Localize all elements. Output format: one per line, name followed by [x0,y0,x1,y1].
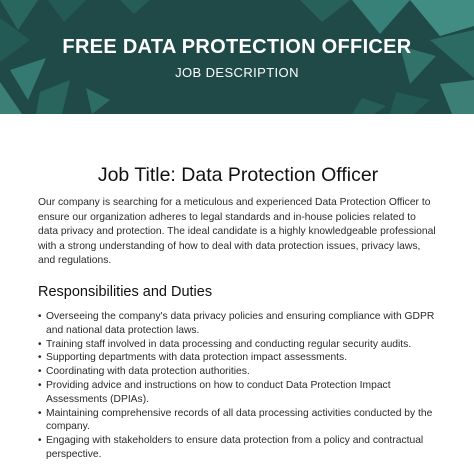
duty-text: Supporting departments with data protection impact assessments. [46,352,348,364]
bullet-icon: • [38,407,42,419]
pattern-shape [352,0,410,34]
banner-title: FREE DATA PROTECTION OFFICER [62,36,412,58]
pattern-shape [440,80,474,114]
pattern-shape [48,0,86,22]
responsibilities-heading: Responsibilities and Duties [38,283,213,300]
list-item [38,407,438,435]
duties-list [38,310,438,462]
bullet-icon: • [38,338,42,350]
pattern-shape [0,82,22,114]
duty-text: Training staff involved in data processing and conducting regular security audits. [46,338,412,350]
bullet-icon: • [38,435,42,447]
bullet-icon: • [38,379,42,391]
list-item [38,338,438,352]
bullet-icon: • [38,310,42,322]
duty-text: Providing advice and instructions on how to conduct Data Protection Impact Assessments (DPIAs). [46,379,391,405]
duty-text: Maintaining comprehensive records of all data processing activities conducted by the company. [46,407,433,433]
pattern-shape [86,88,110,114]
pattern-shape [36,80,70,114]
document-body [38,162,438,462]
list-item [38,310,438,338]
list-item [38,351,438,365]
pattern-shape [410,0,474,36]
pattern-shape [390,92,430,114]
list-item [38,365,438,379]
list-item [38,379,438,407]
pattern-shape [300,0,350,22]
bullet-icon: • [38,366,42,378]
pattern-shape [352,98,386,114]
list-item [38,434,438,462]
duty-text: Coordinating with data protection authorities. [46,366,250,378]
duty-text: Overseeing the company's data privacy policies and ensuring compliance with GDPR and national data protection laws. [46,310,435,336]
banner-subtitle: JOB DESCRIPTION [175,65,299,80]
header-banner [0,0,474,114]
bullet-icon: • [38,352,42,364]
pattern-shape [120,0,150,14]
duty-text: Engaging with stakeholders to ensure data protection from a policy and contractual perspective. [46,435,424,460]
intro-paragraph: Our company is searching for a meticulous and experienced Data Protection Officer to ensure our organization adheres to legal standards and in-house policies related to data privacy and protection. The ideal candidate is a highly knowledgeable professional with a strong understanding of how to deal with data protection issues, privacy laws, and regulations. [38,197,436,267]
job-title-heading: Job Title: Data Protection Officer [97,164,379,186]
